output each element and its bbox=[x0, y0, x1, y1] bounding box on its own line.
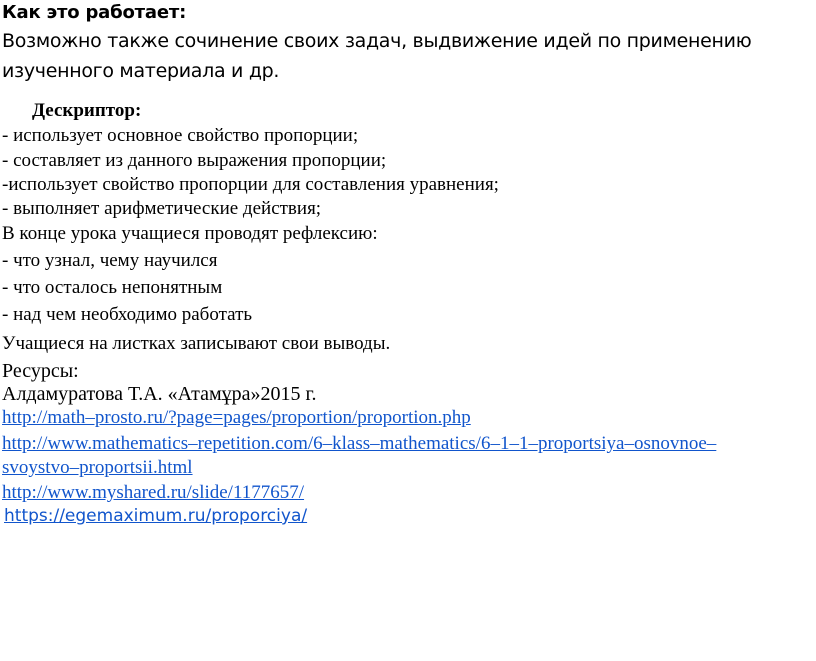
how-it-works-text-line-2: изученного материала и др. bbox=[2, 60, 280, 82]
reflection-intro: В конце урока учащиеся проводят рефлексию: bbox=[2, 223, 378, 244]
reflection-conclusion: Учащиеся на листках записывают свои выводы. bbox=[2, 333, 391, 354]
resource-link[interactable]: http://www.myshared.ru/slide/1177657/ bbox=[2, 482, 305, 503]
resources-title: Ресурсы: bbox=[2, 360, 79, 382]
descriptor-item: - выполняет арифметические действия; bbox=[2, 198, 322, 219]
resources-book: Алдамуратова Т.А. «Атамұра»2015 г. bbox=[2, 383, 317, 405]
descriptor-item: - составляет из данного выражения пропорции; bbox=[2, 150, 387, 171]
reflection-item: - что осталось непонятным bbox=[2, 277, 223, 298]
descriptor-item: - использует основное свойство пропорции; bbox=[2, 125, 359, 146]
resource-link[interactable]: http://math–prosto.ru/?page=pages/proportion/proportion.php bbox=[2, 407, 471, 428]
reflection-item: - что узнал, чему научился bbox=[2, 250, 218, 271]
how-it-works-text-line-1: Возможно также сочинение своих задач, выдвижение идей по применению bbox=[2, 30, 752, 52]
how-it-works-title: Как это работает: bbox=[2, 2, 187, 23]
resource-link[interactable]: https://egemaximum.ru/proporciya/ bbox=[4, 506, 308, 526]
resource-link[interactable]: http://www.mathematics–repetition.com/6–klass–mathematics/6–1–1–proportsiya–osnovnoe– bbox=[2, 433, 717, 454]
reflection-item: - над чем необходимо работать bbox=[2, 304, 253, 325]
descriptor-item: -использует свойство пропорции для составления уравнения; bbox=[2, 174, 499, 195]
resource-link-continuation[interactable]: svoystvo–proportsii.html bbox=[2, 457, 193, 478]
descriptor-title: Дескриптор: bbox=[32, 100, 142, 121]
